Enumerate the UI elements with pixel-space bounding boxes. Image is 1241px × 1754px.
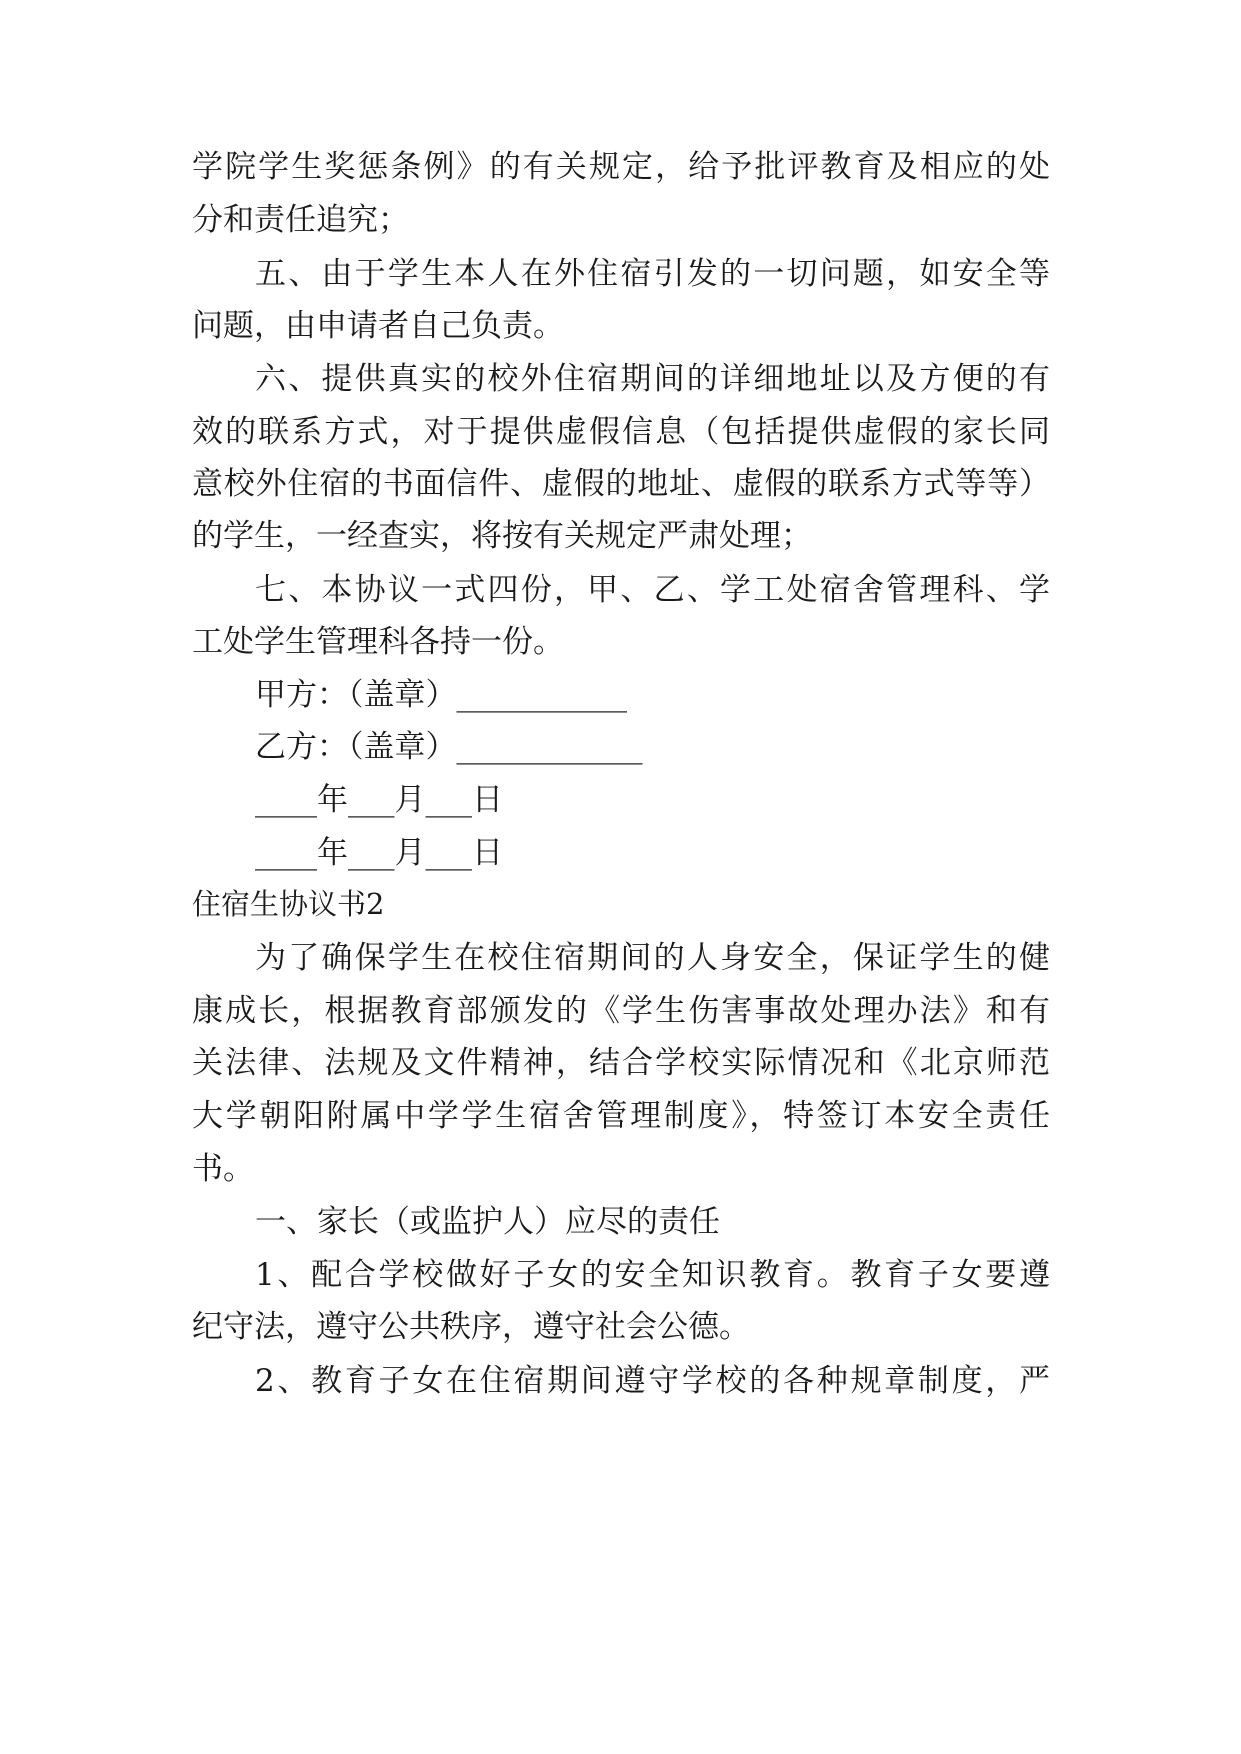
body-text-line: 意校外住宿的书面信件、虚假的地址、虚假的联系方式等等） (192, 466, 1050, 502)
party-b-seal-line: 乙方：（盖章）____________ (255, 729, 643, 765)
body-text-line: 1、配合学校做好子女的安全知识教育。教育子女要遵 (255, 1257, 1050, 1293)
body-text-line: 书。 (192, 1151, 254, 1187)
body-text-line: 分和责任追究； (192, 202, 409, 238)
body-text-line: 学院学生奖惩条例》的有关规定，给予批评教育及相应的处 (192, 149, 1050, 185)
date-line: ____年___月___日 (255, 835, 503, 871)
body-text-line: 康成长，根据教育部颁发的《学生伤害事故处理办法》和有 (192, 993, 1050, 1029)
body-text-line: 的学生，一经查实，将按有关规定严肃处理； (192, 518, 812, 554)
body-text-line: 问题，由申请者自己负责。 (192, 308, 564, 344)
body-text-line: 效的联系方式，对于提供虚假信息（包括提供虚假的家长同 (192, 414, 1050, 450)
body-text-line: 2、教育子女在住宿期间遵守学校的各种规章制度，严 (255, 1363, 1050, 1399)
body-text-line: 工处学生管理科各持一份。 (192, 624, 564, 660)
body-text-line: 大学朝阳附属中学学生宿舍管理制度》，特签订本安全责任 (192, 1098, 1050, 1134)
body-text-line: 七、本协议一式四份，甲、乙、学工处宿舍管理科、学 (255, 572, 1050, 608)
section-heading: 一、家长（或监护人）应尽的责任 (255, 1204, 720, 1240)
body-text-line: 为了确保学生在校住宿期间的人身安全，保证学生的健 (255, 940, 1050, 976)
body-text-line: 关法律、法规及文件精神，结合学校实际情况和《北京师范 (192, 1045, 1050, 1081)
body-text-line: 纪守法，遵守公共秩序，遵守社会公德。 (192, 1309, 750, 1345)
party-a-seal-line: 甲方：（盖章）___________ (255, 677, 627, 713)
section-title: 住宿生协议书2 (192, 887, 385, 921)
body-text-line: 六、提供真实的校外住宿期间的详细地址以及方便的有 (255, 361, 1050, 397)
body-text-line: 五、由于学生本人在外住宿引发的一切问题，如安全等 (255, 256, 1050, 292)
date-line: ____年___月___日 (255, 782, 503, 818)
